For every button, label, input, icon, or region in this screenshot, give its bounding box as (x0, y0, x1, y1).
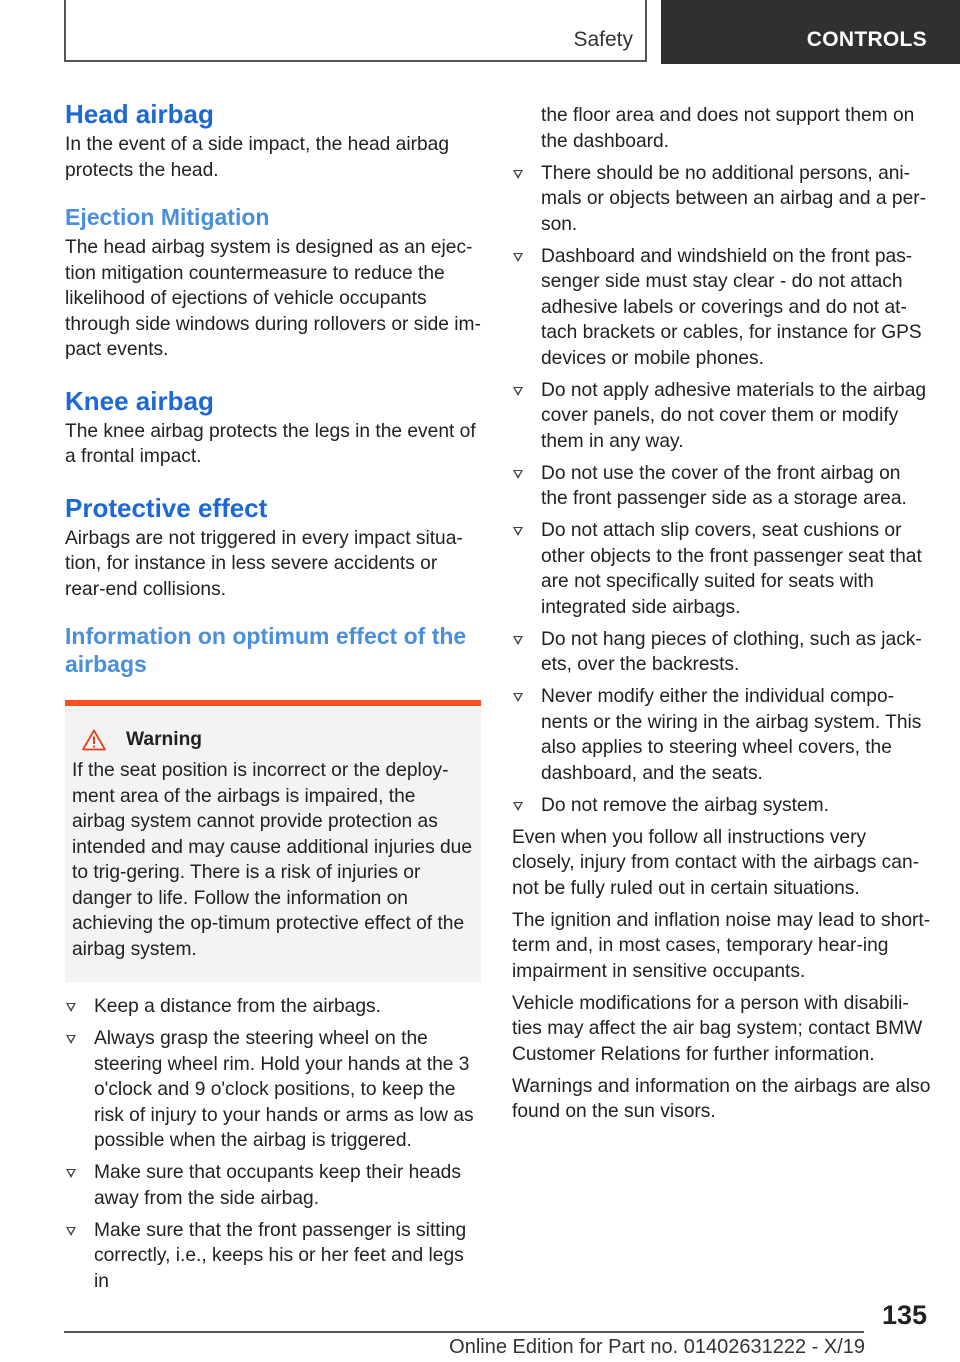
bullet-triangle-icon (66, 1035, 76, 1044)
list-item: Do not use the cover of the front airbag on the front passenger side as a storage area. (512, 461, 932, 512)
right-bullet-list (512, 161, 932, 819)
warning-title (82, 726, 473, 754)
list-item-continuation: the floor area and does not support them on the dashboard. (541, 105, 915, 152)
warning-triangle-icon (82, 729, 106, 751)
header-chapter-tab (661, 0, 960, 64)
optimum-effect-heading: Information on optimum effect of the airbags (65, 623, 467, 677)
head-airbag-text: In the event of a side impact, the head airbag protects the head. (65, 134, 450, 181)
list-item: Keep a distance from the airbags. (65, 994, 481, 1020)
list-item: Do not apply adhesive materials to the airbag cover panels, do not cover them or modify them in any way. (512, 378, 932, 455)
knee-airbag-text: The knee airbag protects the legs in the event of a frontal impact. (65, 420, 476, 467)
warning-label: Warning (126, 729, 203, 750)
list-item: Do not attach slip covers, seat cushions or other objects to the front passenger seat that are not specifically suited for seats with integrated side airbags. (512, 518, 932, 620)
ejection-mitigation-text: The head airbag system is designed as an ejec-tion mitigation countermeasure to reduce the likelihood of ejections of vehicle occupants through side windows during rollovers or side im-pact events. (65, 237, 481, 360)
protective-effect-text: Airbags are not triggered in every impact situa-tion, for instance in less severe accidents or rear-end collisions. (65, 527, 463, 600)
paragraph: Vehicle modifications for a person with disabili-ties may affect the air bag system; contact BMW Customer Relations for further information. (512, 992, 923, 1065)
list-item: Always grasp the steering wheel on the steering wheel rim. Hold your hands at the 3 o'clock and 9 o'clock positions, to keep the risk of injury to your hands or arms as low as possible when the airbag is triggered. (65, 1026, 481, 1154)
bullet-triangle-icon (513, 387, 523, 396)
left-bullet-list (65, 994, 481, 1294)
list-item: Do not remove the airbag system. (512, 793, 932, 819)
head-airbag-heading: Head airbag (65, 99, 214, 129)
right-column (512, 103, 932, 1125)
bullet-triangle-icon (513, 470, 523, 479)
paragraph: The ignition and inflation noise may lead to short-term and, in most cases, temporary hear-ing impairment in sensitive occupants. (512, 909, 931, 982)
protective-effect-heading: Protective effect (65, 492, 268, 523)
left-column (65, 98, 481, 1301)
warning-text: If the seat position is incorrect or the deploy-ment area of the airbags is impaired, the airbag system cannot provide protection as intended and may cause additional injuries due to trig-gering. There is a risk of injuries or danger to life. Follow the information on achieving the op-timum protective effect of the airbag system. (72, 760, 473, 960)
header-chapter-label: CONTROLS (806, 28, 927, 51)
paragraph: Even when you follow all instructions very closely, injury from contact with the airbags can-not be fully ruled out in certain situations. (512, 826, 920, 899)
list-item: There should be no additional persons, ani-mals or objects between an airbag and a per-son. (512, 161, 932, 238)
page-number: 135 (881, 1300, 927, 1330)
header-section-tab (64, 0, 647, 62)
list-item: Make sure that occupants keep their heads away from the side airbag. (65, 1160, 481, 1211)
bullet-triangle-icon (66, 1003, 76, 1012)
warning-box (65, 706, 481, 982)
bullet-triangle-icon (66, 1227, 76, 1236)
bullet-triangle-icon (513, 636, 523, 645)
ejection-mitigation-heading: Ejection Mitigation (65, 204, 270, 230)
list-item: Never modify either the individual compo-nents or the wiring in the airbag system. This also applies to steering wheel covers, the dashboard, and the seats. (512, 684, 932, 786)
bullet-triangle-icon (513, 527, 523, 536)
list-item: Do not hang pieces of clothing, such as jack-ets, over the backrests. (512, 627, 932, 678)
footer-edition: Online Edition for Part no. 01402631222 - X/19 (449, 1336, 865, 1358)
bullet-triangle-icon (66, 1169, 76, 1178)
footer-divider (64, 1331, 864, 1333)
list-item: Make sure that the front passenger is sitting correctly, i.e., keeps his or her feet and legs in (65, 1218, 481, 1295)
bullet-triangle-icon (513, 802, 523, 811)
list-item: Dashboard and windshield on the front pas-senger side must stay clear - do not attach adhesive labels or coverings and do not at-tach brackets or cables, for instance for GPS devices or mobile phones. (512, 244, 932, 372)
paragraph: Warnings and information on the airbags are also found on the sun visors. (512, 1075, 931, 1122)
header-section-label: Safety (573, 28, 633, 51)
bullet-triangle-icon (513, 170, 523, 179)
knee-airbag-heading: Knee airbag (65, 385, 214, 416)
bullet-triangle-icon (513, 253, 523, 262)
bullet-triangle-icon (513, 693, 523, 702)
